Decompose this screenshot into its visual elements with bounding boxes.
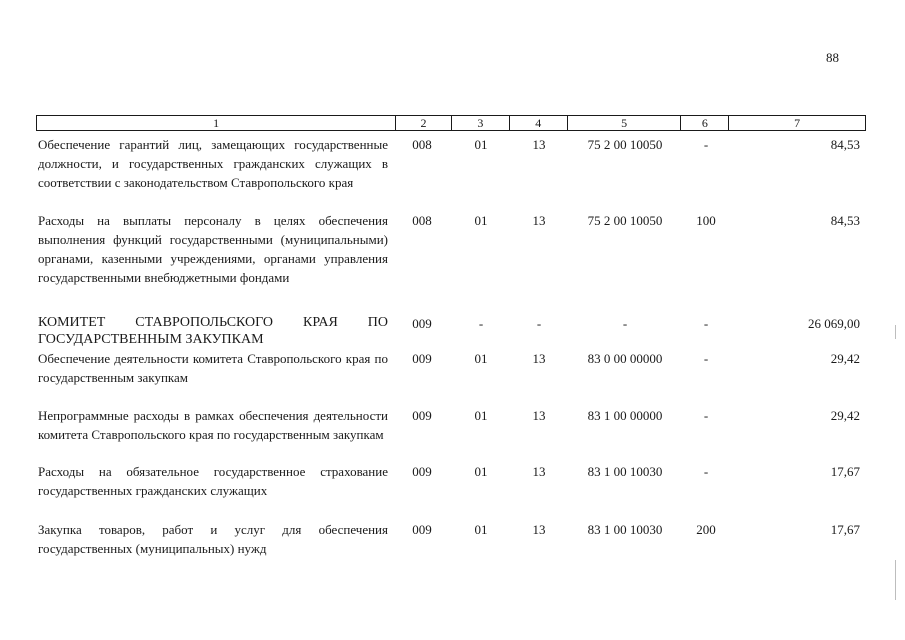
row-section: 01 bbox=[474, 137, 488, 152]
row-subsection: 13 bbox=[532, 213, 546, 228]
row-section: - bbox=[478, 316, 484, 331]
row-description: Закупка товаров, работ и услуг для обеспечения государственных (муниципальных) нужд bbox=[38, 522, 388, 556]
row-description: КОМИТЕТ СТАВРОПОЛЬСКОГО КРАЯ ПО ГОСУДАРСТВЕННЫМ ЗАКУПКАМ bbox=[38, 315, 388, 347]
row-amount: 29,42 bbox=[830, 408, 860, 423]
header-col-6: 6 bbox=[681, 116, 729, 130]
row-amount: 84,53 bbox=[830, 213, 860, 228]
scan-artifact bbox=[895, 560, 896, 600]
row-subsection: - bbox=[536, 316, 542, 331]
row-target-article: 75 2 00 10050 bbox=[587, 213, 663, 228]
row-subsection: 13 bbox=[532, 464, 546, 479]
row-expense-type: - bbox=[703, 464, 709, 479]
row-target-article: 83 0 00 00000 bbox=[587, 351, 663, 366]
row-expense-type: 100 bbox=[696, 213, 716, 228]
row-amount: 29,42 bbox=[830, 351, 860, 366]
header-col-4: 4 bbox=[510, 116, 568, 130]
row-expense-type: - bbox=[703, 316, 709, 331]
row-subsection: 13 bbox=[532, 351, 546, 366]
row-admin-code: 009 bbox=[412, 522, 432, 537]
row-description: Расходы на выплаты персоналу в целях обеспечения выполнения функций государственными (муниципальными) органами, казенными учреждениями, органами управления государственными внебюджетными фондами bbox=[38, 213, 388, 285]
table-header bbox=[36, 115, 866, 131]
header-col-7: 7 bbox=[794, 116, 801, 130]
row-section: 01 bbox=[474, 408, 488, 423]
row-expense-type: - bbox=[703, 137, 709, 152]
row-target-article: 83 1 00 10030 bbox=[587, 522, 663, 537]
row-description: Непрограммные расходы в рамках обеспечения деятельности комитета Ставропольского края по государственным закупкам bbox=[38, 408, 388, 442]
row-description: Обеспечение деятельности комитета Ставропольского края по государственным закупкам bbox=[38, 351, 388, 385]
row-amount: 17,67 bbox=[830, 464, 860, 479]
row-subsection: 13 bbox=[532, 408, 546, 423]
row-subsection: 13 bbox=[532, 522, 546, 537]
row-section: 01 bbox=[474, 522, 488, 537]
row-target-article: 83 1 00 00000 bbox=[587, 408, 663, 423]
header-col-2: 2 bbox=[396, 116, 452, 130]
row-admin-code: 009 bbox=[412, 464, 432, 479]
row-section: 01 bbox=[474, 213, 488, 228]
page-number: 88 bbox=[826, 50, 839, 65]
row-section: 01 bbox=[474, 351, 488, 366]
row-expense-type: - bbox=[703, 351, 709, 366]
row-target-article: - bbox=[622, 316, 628, 331]
row-admin-code: 009 bbox=[412, 316, 432, 331]
row-section: 01 bbox=[474, 464, 488, 479]
row-amount: 26 069,00 bbox=[808, 316, 860, 331]
row-description: Расходы на обязательное государственное страхование государственных гражданских служащих bbox=[38, 464, 388, 498]
row-admin-code: 009 bbox=[412, 351, 432, 366]
row-admin-code: 008 bbox=[412, 137, 432, 152]
scan-artifact bbox=[895, 325, 896, 339]
header-col-3: 3 bbox=[452, 116, 510, 130]
row-expense-type: - bbox=[703, 408, 709, 423]
row-expense-type: 200 bbox=[696, 522, 716, 537]
header-col-5: 5 bbox=[568, 116, 682, 130]
row-target-article: 75 2 00 10050 bbox=[587, 137, 663, 152]
row-subsection: 13 bbox=[532, 137, 546, 152]
row-amount: 17,67 bbox=[830, 522, 860, 537]
row-description: Обеспечение гарантий лиц, замещающих государственные должности, и государственных гражданских служащих в соответствии с законодательством Ставропольского края bbox=[38, 137, 388, 190]
row-admin-code: 008 bbox=[412, 213, 432, 228]
row-amount: 84,53 bbox=[830, 137, 860, 152]
row-admin-code: 009 bbox=[412, 408, 432, 423]
row-target-article: 83 1 00 10030 bbox=[587, 464, 663, 479]
header-col-1: 1 bbox=[37, 116, 396, 130]
